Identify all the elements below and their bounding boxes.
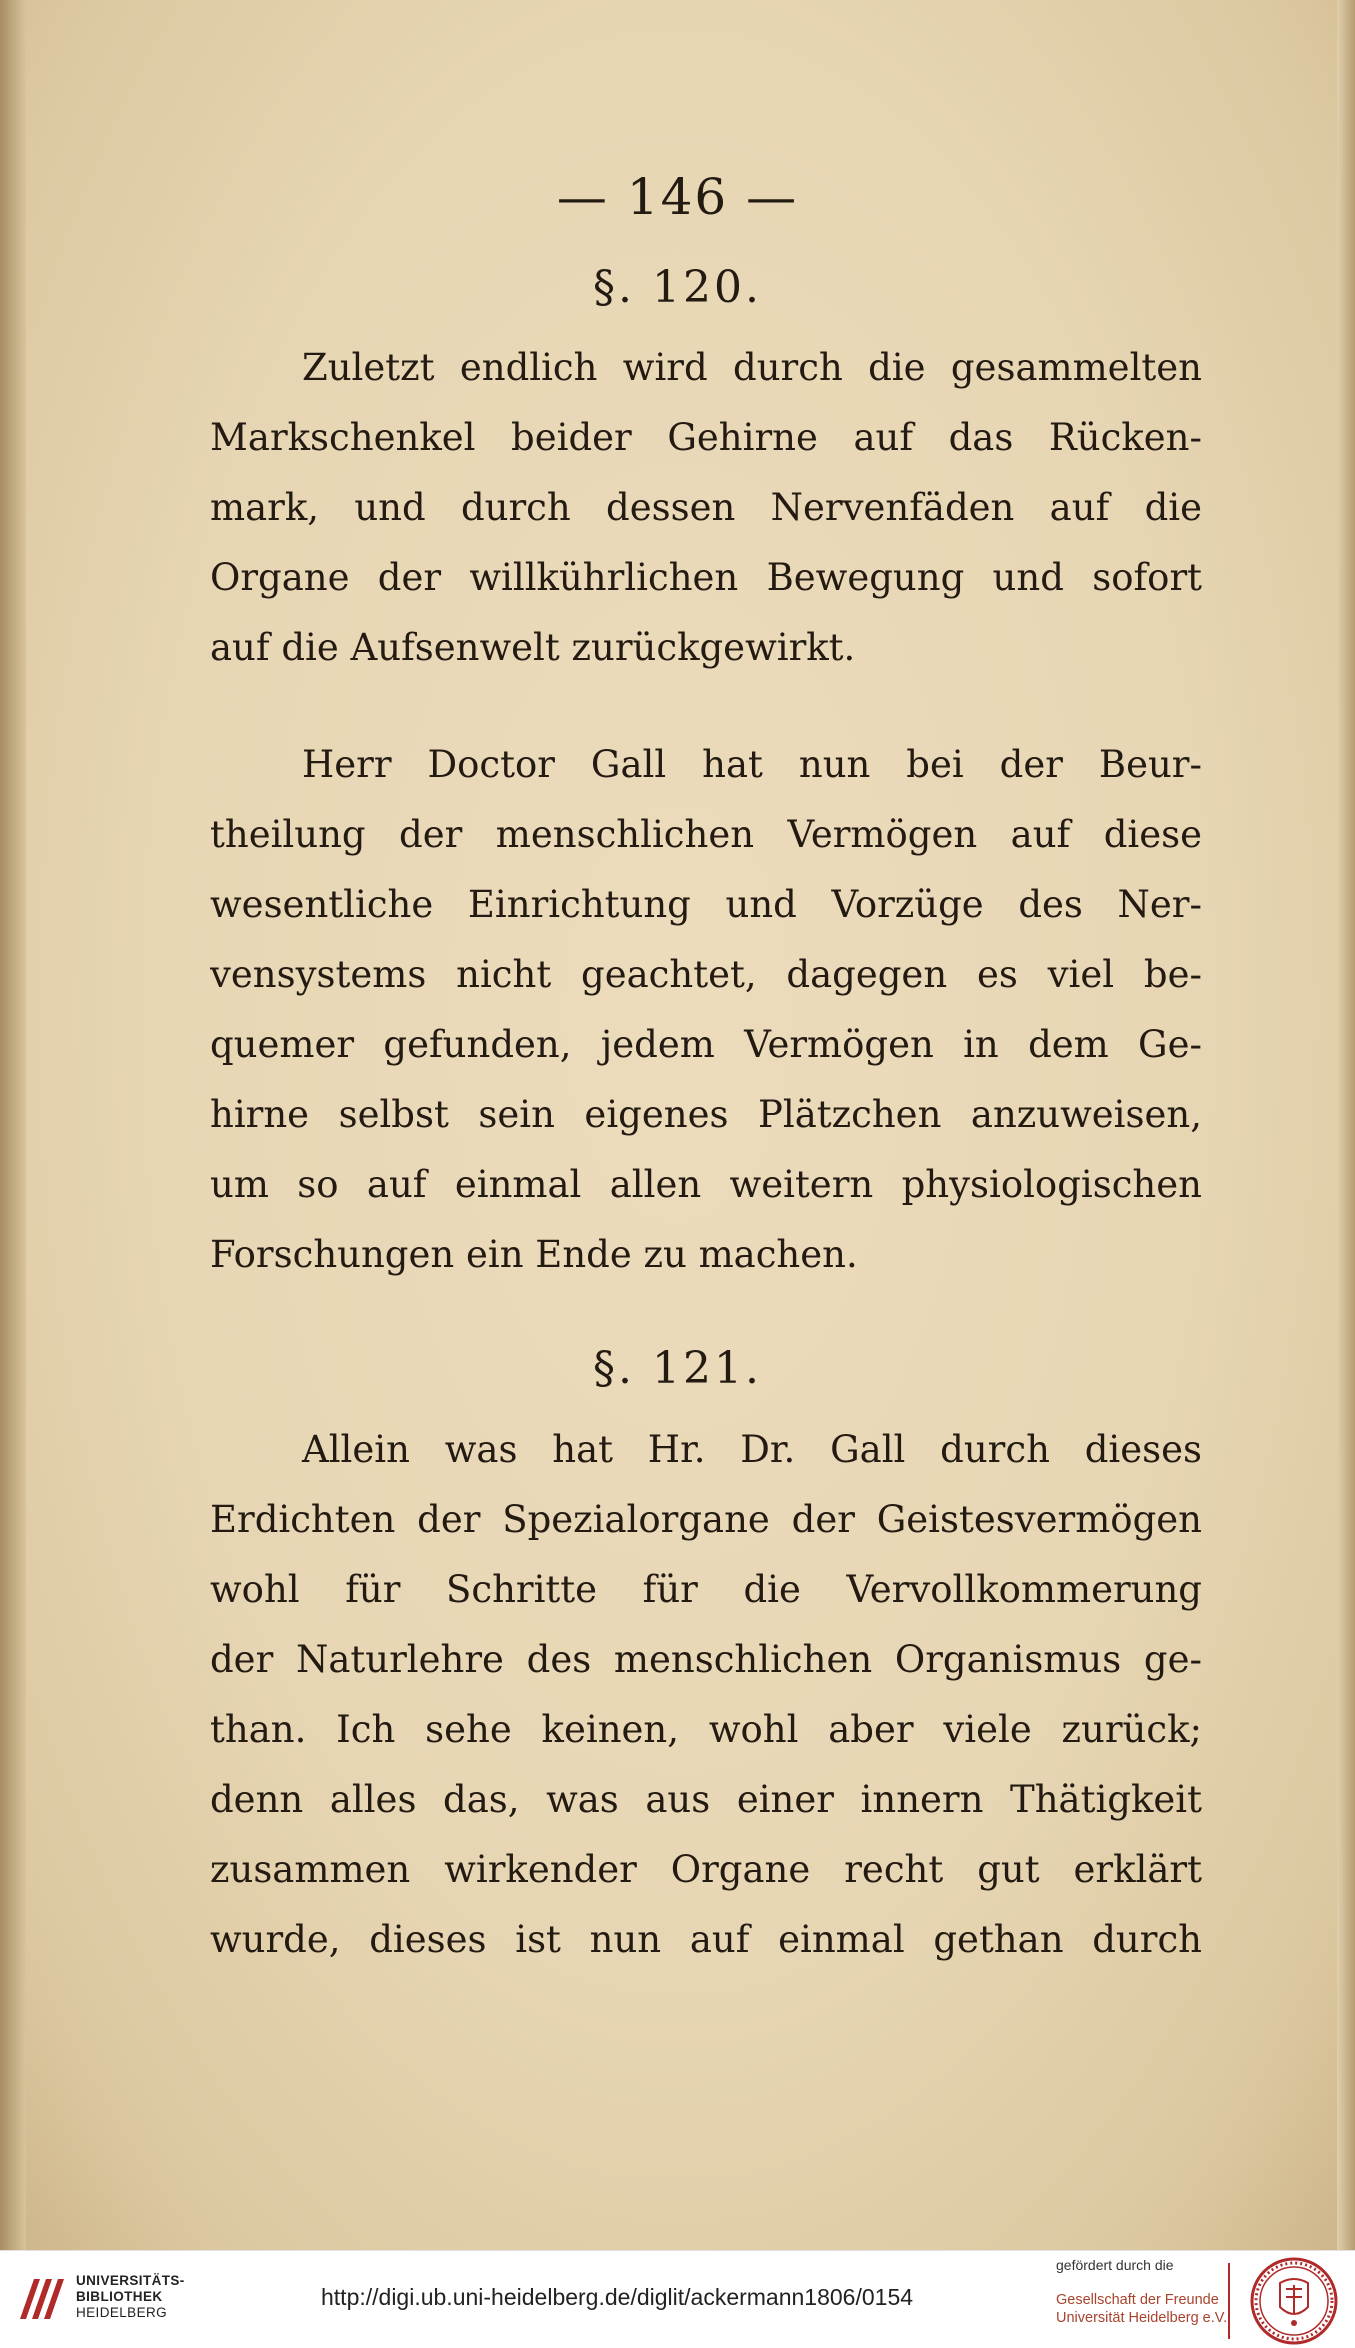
university-seal-icon[interactable] xyxy=(1250,2257,1338,2345)
text-line: Allein was hat Hr. Dr. Gall durch dieses xyxy=(302,1428,1202,1471)
text-line: denn alles das, was aus einer innern Thätigkeit xyxy=(210,1778,1202,1821)
text-line: quemer gefunden, jedem Vermögen in dem Ge- xyxy=(210,1023,1202,1066)
paragraph xyxy=(210,1415,1202,1975)
text-line: mark, und durch dessen Nervenfäden auf die xyxy=(210,486,1202,529)
library-name-line: UNIVERSITÄTS- xyxy=(76,2273,185,2288)
section-heading-120: §. 120. xyxy=(593,262,762,313)
text-line: than. Ich sehe keinen, wohl aber viele zurück; xyxy=(210,1708,1202,1751)
library-name-line: BIBLIOTHEK xyxy=(76,2289,163,2304)
text-line: Zuletzt endlich wird durch die gesammelten xyxy=(302,346,1202,389)
footer-divider xyxy=(1228,2263,1230,2339)
text-line: der Naturlehre des menschlichen Organismus ge- xyxy=(210,1638,1202,1681)
permalink-url[interactable]: http://digi.ub.uni-heidelberg.de/diglit/ackermann1806/0154 xyxy=(321,2284,914,2310)
text-line: auf die Aufsenwelt zurückgewirkt. xyxy=(210,626,856,669)
viewer-footer xyxy=(0,2250,1355,2348)
text-line: Herr Doctor Gall hat nun bei der Beur- xyxy=(302,743,1202,786)
text-line: vensystems nicht geachtet, dagegen es viel be- xyxy=(210,953,1202,996)
text-line: Erdichten der Spezialorgane der Geistesvermögen xyxy=(210,1498,1202,1541)
funded-by-label: gefördert durch die xyxy=(1056,2257,1174,2273)
text-line: wurde, dieses ist nun auf einmal gethan durch xyxy=(210,1918,1202,1961)
paragraph xyxy=(210,333,1202,683)
sponsor-name-line: Universität Heidelberg e.V. xyxy=(1056,2310,1228,2326)
text-line: wesentliche Einrichtung und Vorzüge des Ner- xyxy=(210,883,1202,926)
ub-logo-icon[interactable] xyxy=(14,2271,68,2325)
library-name-line: HEIDELBERG xyxy=(76,2305,168,2320)
sponsor-name[interactable] xyxy=(1056,2291,1227,2327)
page-number: — 146 — xyxy=(556,168,799,226)
text-line: um so auf einmal allen weitern physiologischen xyxy=(210,1163,1202,1206)
library-name[interactable] xyxy=(76,2273,185,2321)
text-line: theilung der menschlichen Vermögen auf diese xyxy=(210,813,1202,856)
text-line: zusammen wirkender Organe recht gut erklärt xyxy=(210,1848,1202,1891)
sponsor-name-line: Gesellschaft der Freunde xyxy=(1056,2292,1219,2308)
text-line: hirne selbst sein eigenes Plätzchen anzuweisen, xyxy=(210,1093,1202,1136)
text-line: wohl für Schritte für die Vervollkommerung xyxy=(210,1568,1202,1611)
text-line: Markschenkel beider Gehirne auf das Rücken- xyxy=(210,416,1202,459)
text-line: Organe der willkührlichen Bewegung und sofort xyxy=(210,556,1202,599)
section-heading-121: §. 121. xyxy=(593,1343,762,1394)
text-line: Forschungen ein Ende zu machen. xyxy=(210,1233,858,1276)
paragraph xyxy=(210,730,1202,1290)
